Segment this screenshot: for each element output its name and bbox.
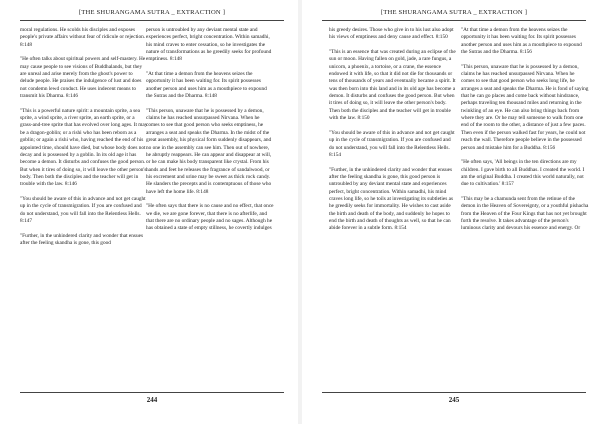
right-running-title: [THE SHURANGAMA SUTRA _ EXTRACTION ]	[380, 9, 528, 16]
paragraph: "He often talks about spiritual powers and self-mastery. He may cause people to see visions of Buddhalands, but they are unreal and arise merely from the ghost's power to delude people. He praises the indulgence of lust and does not condemn lewd conduct. He uses indecent means to transmit his Dharma. 8:146	[20, 56, 146, 100]
paragraph: "At that time a demon from the heavens seizes the opportunity it has been waiting for. Its spirit possesses another person and uses him as a mouthpiece to expound the Sutras and the Dharma. 8:156	[461, 27, 582, 56]
paragraph: person is untroubled by any deviant mental state and experiences perfect, bright concentration. Within samadhi, his mind craves to enter cessation, so he investigates the nature of transformations as he greedily seeks for profound emptiness. 8:148	[146, 27, 272, 63]
paragraph: moral regulations. He scolds his disciples and exposes people's private affairs without fear of ridicule or rejection. 8:148	[20, 27, 146, 48]
paragraph: "He often says, 'All beings in the ten directions are my children. I gave birth to all Buddhas. I created the world. I am the original Buddha. I created this world naturally, not due to cultivation.' 8:157	[461, 159, 585, 188]
paragraph: "At that time a demon from the heavens seizes the opportunity it has been waiting for. Its spirit possesses another person and uses him as a mouthpiece to expound the Sutras and the Dharma. 8:148	[146, 71, 267, 100]
page-number: 245	[448, 396, 460, 404]
paragraph: his greedy desires. Those who give in to his lust also adopt his views of emptiness and deny cause and effect. 8:150	[329, 27, 454, 41]
header-rule	[322, 20, 586, 21]
left-running-title: [THE SHURANGAMA SUTRA _ EXTRACTION ]	[78, 9, 226, 16]
left-page-footer	[20, 392, 284, 404]
right-column-2	[461, 27, 589, 240]
footer-rule	[20, 392, 284, 393]
paragraph: "You should be aware of this in advance and not get caught up in the cycle of transmigration. If you are confused and do not understand, you will fall into the Relentless Hells. 8:154	[329, 129, 455, 158]
header-rule	[20, 20, 284, 21]
left-column-2	[146, 27, 274, 240]
right-page-header	[322, 9, 586, 23]
right-column-1	[329, 27, 457, 240]
paragraph: "This is a powerful nature spirit: a mountain sprite, a sea sprite, a wind sprite, a river sprite, an earth sprite, or a grass-and-tree sprite that has evolved over long ages. It may be a dragon-goblin; or a rishi who has been reborn as a goblin; or again a rishi who, having reached the end of his appointed time, should have died, but whose body does not decay and is possessed by a goblin. In its old age it has become a demon. It disturbs and confuses the good person. But when it tires of doing so, it will leave the other person's body. Then both the disciples and the teacher will get in trouble with the law. 8:146	[20, 107, 148, 188]
paragraph: "This may be a chamunda sent from the retinue of the demon in the Heaven of Sovereignty, or a youthful pishacha from the Heaven of the Four Kings that has not yet brought forth the resolve. It takes advantage of the person's luminous clarity and devours his essence and energy. Or	[461, 195, 589, 232]
page-number: 244	[146, 396, 158, 404]
left-page	[0, 0, 298, 424]
right-page-footer	[322, 392, 586, 404]
paragraph: "You should be aware of this in advance and not get caught up in the cycle of transmigration. If you are confused and do not understand, you will fall into the Relentless Hells. 8:147	[20, 195, 146, 224]
left-page-header	[20, 9, 284, 23]
paragraph: "Further, in the unhindered clarity and wonder that ensues after the feeling skandha is gone, this good person is untroubled by any deviant mental state and experiences perfect, bright concentration. Within samadhi, his mind craves long life, so he toils at investigating its subtleties as he greedily seeks for immortality. He wishes to cast aside the birth and death of the body, and suddenly he hopes to end the birth and death of thoughts as well, so that he can abide forever in a subtle form. 8:154	[329, 166, 454, 232]
paragraph: "He often says that there is no cause and no effect, that once we die, we are gone forever, that there is no afterlife, and that there are no ordinary people and no sages. Although he has obtained a state of empty stillness, he covertly indulges	[146, 203, 274, 232]
left-column-1	[20, 27, 148, 255]
paragraph: "Further, in the unhindered clarity and wonder that ensues after the feeling skandha is gone, this good	[20, 232, 144, 246]
paragraph: "This person, unaware that he is possessed by a demon, claims he has reached unsurpassed Nirvana. When he comes to see that good person who seeks long life, he arranges a seat and speaks the Dharma. He is fond of saying that he can go places and come back without hindrance, perhaps traveling ten thousand miles and returning in the twinkling of an eye. He can also bring things back from where they are. Or he may tell someone to walk from one end of the room to the other, a distance of just a few paces. Then even if the person walked fast for years, he could not reach the wall. Therefore people believe in the possessed person and mistake him for a Buddha. 8:156	[461, 63, 589, 151]
paragraph: "This person, unaware that he is possessed by a demon, claims he has reached unsurpassed Nirvana. When he comes to see that good person who seeks emptiness, he arranges a seat and speaks the Dharma. In the midst of the great assembly, his physical form suddenly disappears, and no one in the assembly can see him. Then out of nowhere, he abruptly reappears. He can appear and disappear at will, or he can make his body transparent like crystal. From his hands and feet he releases the fragrance of sandalwood, or his excrement and urine may be sweet as thick rock candy. He slanders the precepts and is contemptuous of those who have left the home life. 8:148	[146, 107, 272, 195]
paragraph: "This is an essence that was created during an eclipse of the sun or moon. Having fallen on gold, jade, a rare fungus, a unicorn, a phoenix, a tortoise, or a crane, the essence endowed it with life, so that it did not die for thousands or tens of thousands of years and eventually became a spirit. It was then born into this land and in its old age has become a demon. It disturbs and confuses the good person. But when it tires of doing so, it will leave the other person's body. Then both the disciples and the teacher will get in trouble with the law. 8:150	[329, 49, 456, 122]
right-page	[302, 0, 600, 424]
footer-rule	[322, 392, 586, 393]
